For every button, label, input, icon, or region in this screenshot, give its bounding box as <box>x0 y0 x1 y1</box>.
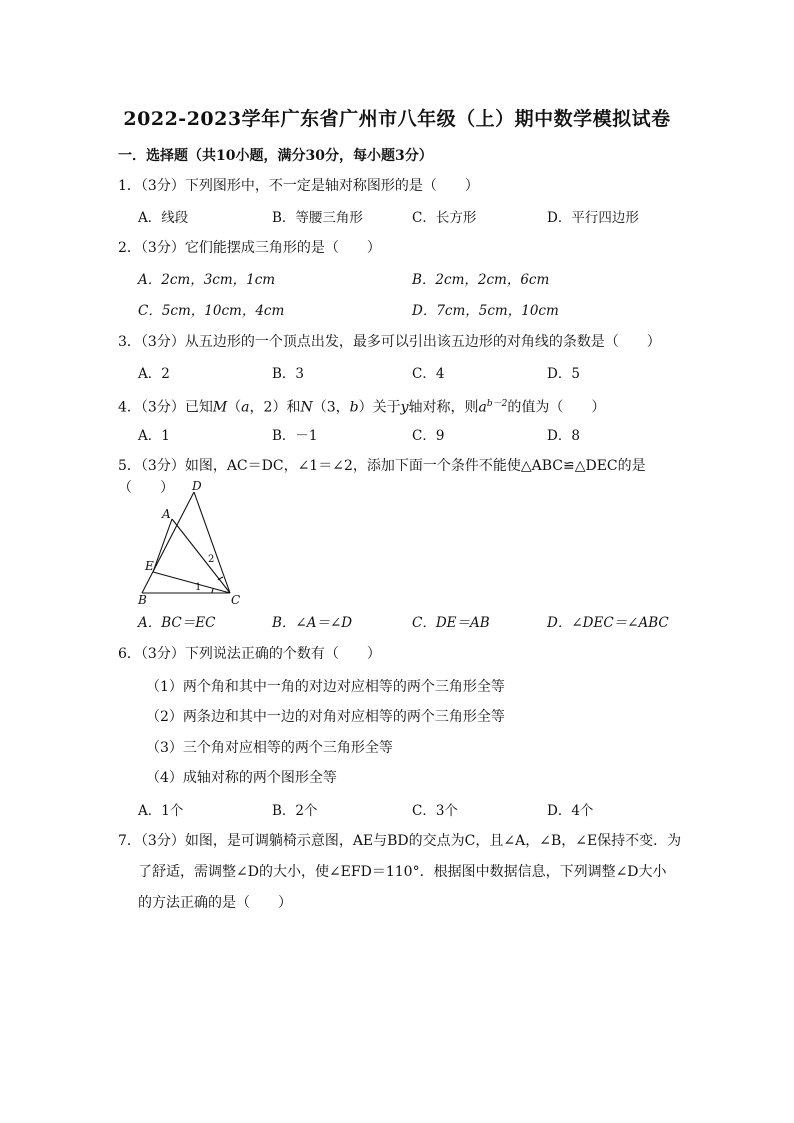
q4-text-f: 轴对称，则 <box>408 399 479 416</box>
q4-text-e: ）关于 <box>358 399 401 416</box>
question-6-options <box>138 799 698 821</box>
q5-option-b: B．∠A＝∠D <box>272 615 353 631</box>
question-5-stem: 5．（3分）如图，AC＝DC，∠1＝∠2，添加下面一个条件不能使△ABC≌△DEC的是（ ） <box>118 458 646 496</box>
q4-text-c: ，2）和 <box>249 399 301 416</box>
question-1-options <box>138 206 698 228</box>
q2-option-a: A．2cm，3cm，1cm <box>138 272 276 288</box>
question-6-stem: 6．（3分）下列说法正确的个数有（ ） <box>118 646 381 662</box>
q4-option-a: A．1 <box>138 428 170 444</box>
label-b: B <box>138 593 147 607</box>
q4-text-b: （ <box>227 399 242 416</box>
q4-option-b: B．－1 <box>272 428 318 444</box>
section-heading: 一．选择题（共10小题，满分30分，每小题3分） <box>118 148 433 164</box>
q6-option-a: A．1个 <box>138 803 184 819</box>
question-3-options <box>138 362 698 384</box>
line-ae <box>153 519 172 572</box>
label-angle-1: 1 <box>195 582 202 593</box>
q4-base-a: a <box>478 399 487 416</box>
q4-var-n: N <box>300 399 313 416</box>
q6-statement-4: （4）成轴对称的两个图形全等 <box>146 770 337 786</box>
q3-option-a: A．2 <box>138 366 170 382</box>
q5-option-a: A．BC＝EC <box>138 615 216 631</box>
page-title: 2022-2023学年广东省广州市八年级（上）期中数学模拟试卷 <box>123 108 671 130</box>
q2-option-b: B．2cm，2cm，6cm <box>412 272 550 288</box>
label-c: C <box>231 593 241 607</box>
line-dc <box>194 492 230 593</box>
question-4-options <box>138 424 698 446</box>
q4-text-g: 的值为（ ） <box>507 399 606 416</box>
q4-exponent: b－2 <box>486 399 508 409</box>
q4-text-a: 4．（3分）已知 <box>118 399 213 416</box>
q4-var-a: a <box>241 399 250 416</box>
q3-option-c: C．4 <box>412 366 445 382</box>
angle-1-arc <box>212 589 213 593</box>
question-5-options <box>138 611 698 633</box>
q4-option-d: D．8 <box>547 428 580 444</box>
label-angle-2: 2 <box>208 554 215 565</box>
q2-option-d: D．7cm，5cm，10cm <box>412 303 559 319</box>
question-2-stem: 2．（3分）它们能摆成三角形的是（ ） <box>118 240 381 256</box>
q4-option-c: C．9 <box>412 428 445 444</box>
label-d: D <box>192 479 202 493</box>
q6-statement-1: （1）两个角和其中一角的对边对应相等的两个三角形全等 <box>146 679 505 695</box>
q6-option-c: C．3个 <box>412 803 458 819</box>
question-2-options-row2 <box>138 299 698 321</box>
q3-option-b: B．3 <box>272 366 305 382</box>
q6-option-d: D．4个 <box>547 803 594 819</box>
question-3-stem: 3．（3分）从五边形的一个顶点出发，最多可以引出该五边形的对角线的条数是（ ） <box>118 334 661 350</box>
line-ec <box>153 572 230 593</box>
q4-text-d: （3， <box>312 399 350 416</box>
q6-statement-3: （3）三个角对应相等的两个三角形全等 <box>146 740 393 756</box>
label-e: E <box>145 559 154 573</box>
q5-option-d: D．∠DEC＝∠ABC <box>547 615 669 631</box>
question-7-line-3: 的方法正确的是（ ） <box>138 895 292 911</box>
q4-var-y: y <box>400 399 409 416</box>
q2-option-c: C．5cm，10cm，4cm <box>138 303 285 319</box>
q4-var-m: M <box>212 399 228 416</box>
q5-triangle-figure <box>132 476 252 608</box>
question-7-line-2: 了舒适，需调整∠D的大小，使∠EFD＝110°．根据图中数据信息，下列调整∠D大小 <box>138 864 667 880</box>
q3-option-d: D．5 <box>547 366 580 382</box>
q4-var-b: b <box>349 399 359 416</box>
question-2-options-row1 <box>138 268 698 290</box>
q1-option-d: D．平行四边形 <box>547 210 639 226</box>
q6-option-b: B．2个 <box>272 803 318 819</box>
question-4-stem <box>118 393 694 419</box>
q6-statement-2: （2）两条边和其中一边的对角对应相等的两个三角形全等 <box>146 709 505 725</box>
q5-option-c: C．DE＝AB <box>412 615 490 631</box>
q1-option-a: A．线段 <box>138 210 189 226</box>
label-a: A <box>162 507 171 521</box>
question-1-stem: 1．（3分）下列图形中，不一定是轴对称图形的是（ ） <box>118 178 479 194</box>
question-7-line-1: 7．（3分）如图，是可调躺椅示意图，AE与BD的交点为C，且∠A，∠B，∠E保持不变．为 <box>118 833 682 849</box>
q1-option-c: C．长方形 <box>412 210 477 226</box>
q1-option-b: B．等腰三角形 <box>272 210 363 226</box>
